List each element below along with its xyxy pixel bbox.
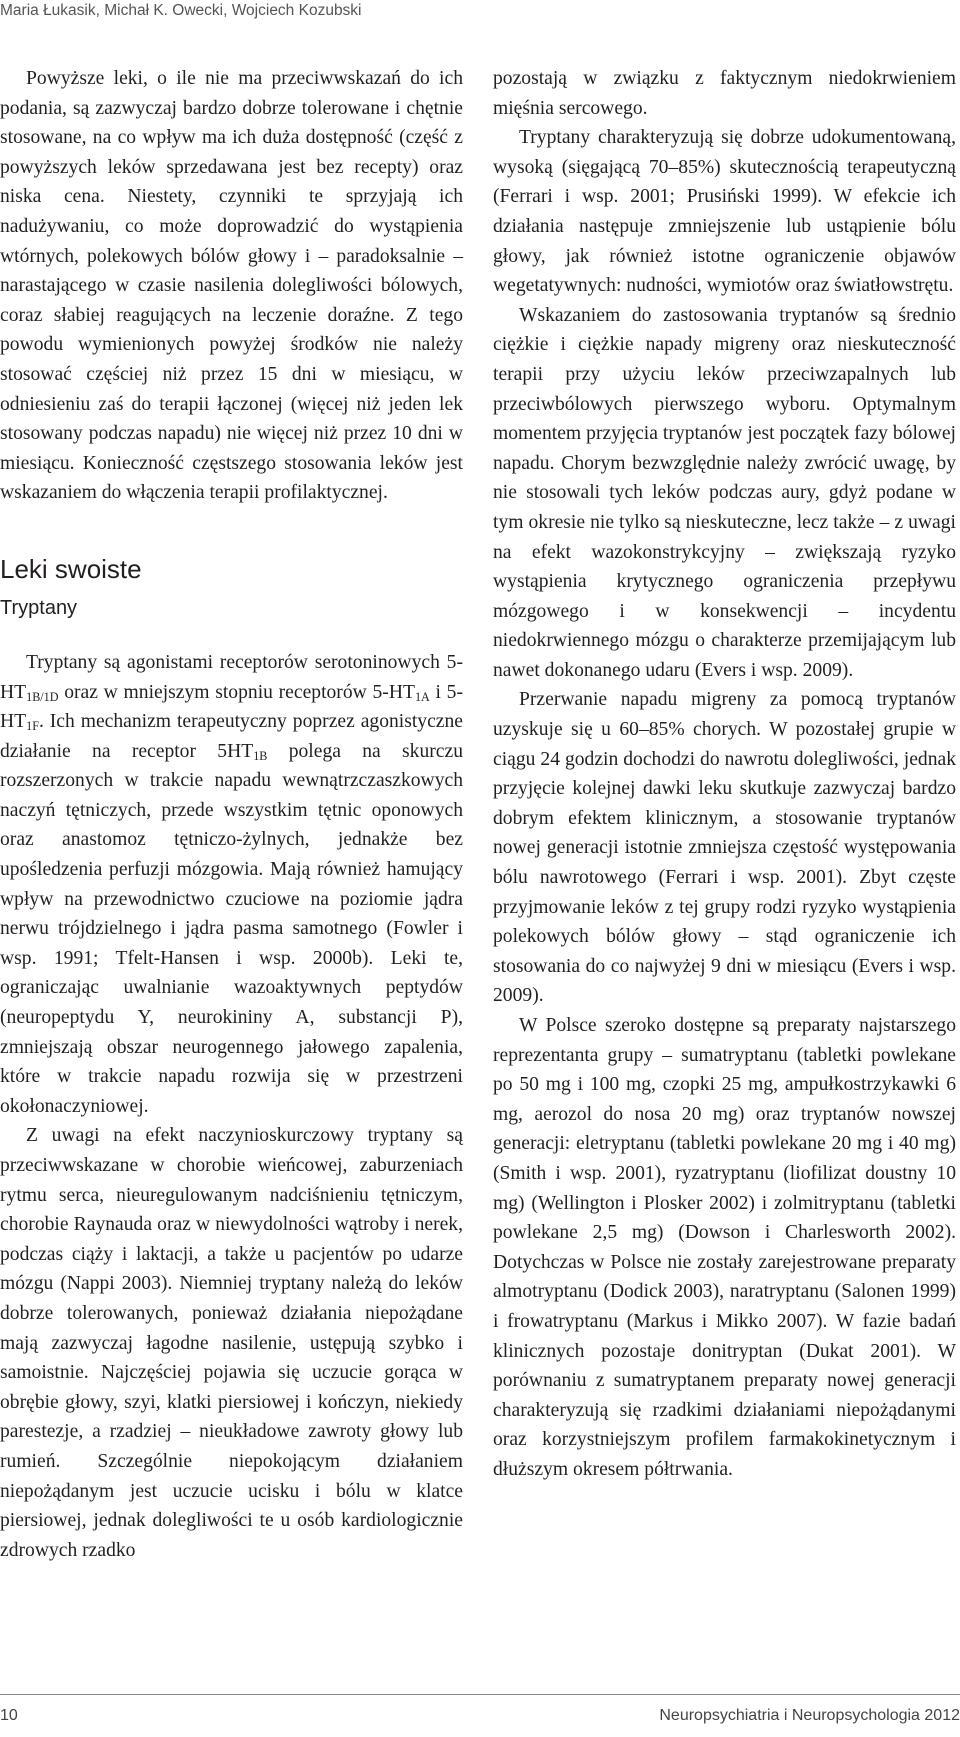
subsection-title: Tryptany bbox=[0, 596, 78, 619]
availability-paragraph: W Polsce szeroko dostępne są preparaty najstarszego reprezentanta grupy – sumatryptanu (tabletki powlekane po 50 mg i 100 mg, czopki 25 mg, ampułkostrzykawki 6 mg, aerozol do nosa 20 mg) oraz tryptanów nowszej generacji: eletryptanu (tabletki powlekane 20 mg i 40 mg) (Smith i wsp. 2001), ryzatryptanu (liofilizat doustny 10 mg) (Wellington i Plosker 2002) i zolmitryptanu (tabletki powlekane 2,5 mg) (Dowson i Charlesworth 2002). Dotychczas w Polsce nie zostały zarejestrowane preparaty almotryptanu (Dodick 2003), naratryptanu (Salonen 1999) i frowatryptanu (Markus i Mikko 2007). W fazie badań klinicznych pozostaje donitryptan (Dukat 2001). W porównaniu z sumatryptanem preparaty nowej generacji charakteryzują się rzadkimi działaniami niepożądanymi oraz korzystniejszym profilem farmakokinetycznym i dłuższym okresem półtrwania. bbox=[493, 1015, 956, 1480]
subscript: 1F bbox=[26, 719, 39, 734]
running-head-authors: Maria Łukasik, Michał K. Owecki, Wojciech Kozubski bbox=[0, 2, 362, 19]
intro-paragraph: Powyższe leki, o ile nie ma przeciwwskazań do ich podania, są zazwyczaj bardzo dobrze tolerowane i chętnie stosowane, na co wpływ ma ich duża dostępność (część z powyższych leków sprzedawana jest bez recepty) oraz niska cena. Niestety, czynniki te sprzyjają ich nadużywaniu, co może doprowadzić do wystąpienia wtórnych, polekowych bólów głowy i – paradoksalnie – narastającego w czasie nasilenia dolegliwości bólowych, coraz słabiej reagujących na leczenie doraźne. Z tego powodu wymienionych powyżej środków nie należy stosować częściej niż przez 15 dni w miesiącu, w odniesieniu zaś do terapii łączonej (więcej niż jeden lek stosowany podczas napadu) nie więcej niż przez 10 dni w miesiącu. Konieczność częstszego stosowania leków jest wskazaniem do włączenia terapii profilaktycznej. bbox=[0, 68, 463, 504]
tryptans-contraindications-paragraph: Z uwagi na efekt naczynioskurczowy tryptany są przeciwwskazane w chorobie wieńcowej, zaburzeniach rytmu serca, nieuregulowanym nadciśnieniu tętniczym, chorobie Raynauda oraz w niewydolności wątroby i nerek, podczas ciąży i laktacji, a także u pacjentów po udarze mózgu (Nappi 2003). Niemniej tryptany należą do leków dobrze tolerowanych, ponieważ działania niepożądane mają zazwyczaj łagodne nasilenie, ustępują szybko i samoistnie. Najczęściej pojawia się uczucie gorąca w obrębie głowy, szyi, klatki piersiowej i kończyn, niekiedy parestezje, a rzadziej – nieukładowe zawroty głowy lub rumień. Szczególnie niepokojącym działaniem niepożądanym jest uczucie ucisku i bólu w klatce piersiowej, jednak dolegliwości te u osób kardiologicznie zdrowych rzadko bbox=[0, 1125, 463, 1561]
efficacy-paragraph: Tryptany charakteryzują się dobrze udokumentowaną, wysoką (sięgającą 70–85%) skutecznością terapeutyczną (Ferrari i wsp. 2001; Prusiński 1999). W efekcie ich działania następuje zmniejszenie lub ustąpienie bólu głowy, jak również istotne ograniczenie objawów wegetatywnych: nudności, wymiotów oraz światłowstrętu. bbox=[493, 127, 956, 297]
text-run: i 5-HT bbox=[0, 681, 463, 733]
subscript: 1B/1D bbox=[26, 689, 59, 704]
left-column bbox=[0, 64, 463, 1565]
recurrence-paragraph: Przerwanie napadu migreny za pomocą tryptanów uzyskuje się u 60–85% chorych. W pozostałej grupie w ciągu 24 godzin dochodzi do nawrotu dolegliwości, jednak przyjęcie kolejnej dawki leku skutkuje zazwyczaj bardzo dobrym efektem klinicznym, a stosowanie tryptanów nowej generacji istotnie zmniejsza częstość występowania bólu nawrotowego (Ferrari i wsp. 2001). Zbyt częste przyjmowanie leków z tej grupy rodzi ryzyko wystąpienia polekowych bólów głowy – stąd ograniczenie ich stosowania do co najwyżej 9 dni w miesiącu (Evers i wsp. 2009). bbox=[493, 689, 956, 1007]
subscript: 1B bbox=[253, 748, 268, 763]
text-run: Tryptany są agonistami receptorów serotoninowych 5-HT bbox=[0, 651, 463, 703]
text-run: polega na skurczu rozszerzonych w trakcie napadu wewnątrzczaszkowych naczyń tętniczych, przede wszystkim tętnic oponowych oraz anastomoz tętniczo-żylnych, jednakże bez upośledzenia perfuzji mózgowia. Mają również hamujący wpływ na przewodnictwo czuciowe na poziomie jądra nerwu trójdzielnego i jądra pasma samotnego (Fowler i wsp. 1991; Tfelt-Hansen i wsp. 2000b). Leki te, ograniczając uwalnianie wazoaktywnych peptydów (neuropeptydu Y, neurokininy A, substancji P), zmniejszają obszar neurogennego jałowego zapalenia, które w trakcie napadu rozwija się w przestrzeni okołonaczyniowej. bbox=[0, 740, 463, 1117]
indications-paragraph: Wskazaniem do zastosowania tryptanów są średnio ciężkie i ciężkie napady migreny oraz nieskuteczność terapii przy użyciu leków przeciwzapalnych lub przeciwbólowych pierwszego wyboru. Optymalnym momentem przyjęcia tryptanów jest początek fazy bólowej napadu. Chorym bezwzględnie należy zwrócić uwagę, by nie stosowali tych leków podczas aury, gdyż podane w tym okresie nie tylko są nieskuteczne, lecz także – z uwagi na efekt wazokonstrykcyjny – zwiększają ryzyko wystąpienia krytycznego ograniczenia przepływu mózgowego i w konsekwencji – incydentu niedokrwiennego mózgu o charakterze przemijającym lub nawet dokonanego udaru (Evers i wsp. 2009). bbox=[493, 304, 956, 681]
subscript: 1A bbox=[414, 689, 430, 704]
footer-divider bbox=[0, 1694, 960, 1695]
tryptans-mechanism-paragraph bbox=[0, 648, 463, 1122]
right-column bbox=[493, 64, 956, 1485]
page-number: 10 bbox=[0, 1707, 18, 1724]
journal-name: Neuropsychiatria i Neuropsychologia 2012 bbox=[659, 1707, 960, 1724]
continuation-paragraph: pozostają w związku z faktycznym niedokrwieniem mięśnia sercowego. bbox=[493, 68, 956, 119]
text-run: . Ich mechanizm terapeutyczny poprzez agonistyczne działanie na receptor 5HT bbox=[0, 711, 463, 762]
section-title: Leki swoiste bbox=[0, 553, 142, 584]
text-run: oraz w mniejszym stopniu receptorów 5-HT bbox=[58, 681, 415, 703]
